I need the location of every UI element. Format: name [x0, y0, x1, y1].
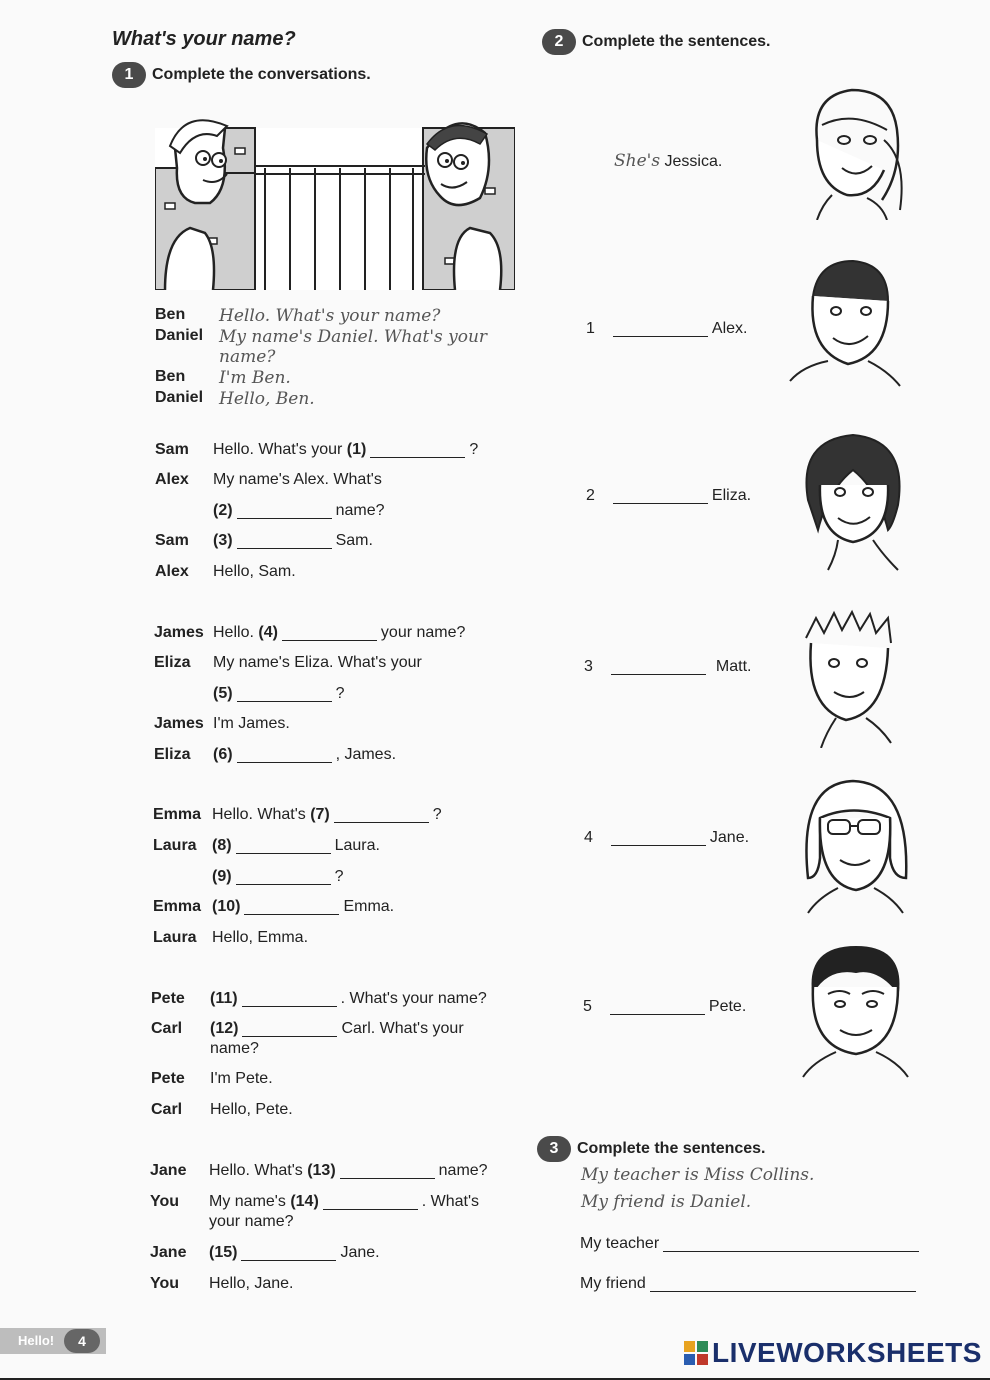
sentence-item-5 [583, 998, 746, 1016]
speaker: Pete [151, 1070, 185, 1087]
line-text: Hello. [213, 624, 254, 641]
exercise-number: 3 [537, 1136, 571, 1162]
line-text: , James. [335, 746, 397, 763]
boy-face-alex [788, 256, 908, 396]
example-sentence [614, 151, 722, 171]
item-name: Matt. [715, 658, 752, 675]
item-number: 2 [586, 487, 595, 504]
dialog-line [209, 1162, 488, 1180]
dialog-line: Hello, Sam. [213, 563, 296, 580]
example-italic: She's [614, 151, 661, 171]
example-line: Hello. What's your name? [219, 306, 441, 326]
dialog-line [213, 685, 344, 703]
answer-input-2[interactable] [237, 502, 332, 519]
dialog-line [210, 1020, 464, 1038]
speaker: Emma [153, 898, 202, 915]
answer-input-14[interactable] [323, 1193, 418, 1210]
line-text: Hello. What's your [213, 441, 343, 458]
page-number: 4 [64, 1329, 100, 1353]
liveworksheets-logo-icon [684, 1341, 708, 1365]
example-line: My name's Daniel. What's your [219, 327, 488, 347]
dialog-line [213, 624, 465, 642]
dialog-line [210, 990, 487, 1008]
dialog-line: I'm Pete. [210, 1070, 273, 1087]
dialog-line: My name's Alex. What's [213, 471, 382, 488]
blank-number: (5) [213, 685, 233, 702]
blank-number: (9) [212, 868, 232, 885]
boy-face-matt [796, 608, 906, 748]
sentence-input-4[interactable] [611, 829, 706, 846]
example-name: Jessica. [664, 153, 723, 170]
speaker: Laura [153, 929, 197, 946]
girl-face-eliza [798, 430, 908, 575]
item-name: Alex. [711, 320, 748, 337]
answer-input-12[interactable] [242, 1020, 337, 1037]
answer-input-3[interactable] [237, 532, 332, 549]
answer-input-15[interactable] [241, 1244, 336, 1261]
speaker: Eliza [154, 746, 191, 763]
blank-number: (13) [307, 1162, 336, 1179]
blank-number: (1) [346, 441, 367, 458]
exercise-1-header [112, 62, 371, 88]
item-name: Eliza. [711, 487, 752, 504]
dialog-line: Hello, Jane. [209, 1275, 294, 1292]
speaker: Jane [150, 1162, 187, 1179]
example-line: I'm Ben. [219, 368, 291, 388]
item-name: Pete. [708, 998, 747, 1015]
example-line: name? [219, 347, 276, 367]
page-title: What's your name? [112, 28, 296, 50]
dialog-line: My name's Eliza. What's your [213, 654, 422, 671]
friend-input[interactable] [650, 1275, 916, 1292]
line-text: Emma. [343, 898, 395, 915]
speaker: Sam [155, 441, 189, 458]
line-text: your name? [380, 624, 466, 641]
sentence-item-4 [584, 829, 749, 847]
answer-input-8[interactable] [236, 837, 331, 854]
item-number: 4 [584, 829, 593, 846]
exercise-heading: Complete the sentences. [577, 1140, 766, 1157]
line-text: name? [438, 1162, 488, 1179]
blank-number: (14) [290, 1193, 319, 1210]
speaker: Alex [155, 563, 189, 580]
dialog-line [213, 746, 396, 764]
sentence-input-5[interactable] [610, 998, 705, 1015]
exercise-3-header [537, 1136, 766, 1162]
line-text: ? [335, 685, 345, 702]
item-name: Jane. [709, 829, 750, 846]
speaker: Daniel [155, 327, 204, 344]
speaker: James [154, 624, 204, 641]
speaker: Carl [151, 1020, 183, 1037]
blank-number: (8) [212, 837, 232, 854]
blank-number: (3) [213, 532, 233, 549]
line-text: Sam. [335, 532, 373, 549]
dialog-line [209, 1193, 479, 1211]
line-text: Hello. What's [209, 1162, 303, 1179]
dialog-line [209, 1244, 380, 1262]
example-sentence: My friend is Daniel. [581, 1192, 752, 1212]
dialog-line: your name? [209, 1213, 294, 1230]
answer-input-6[interactable] [237, 746, 332, 763]
boy-face-pete [798, 942, 913, 1082]
brand-text: LIVEWORKSHEETS [712, 1337, 982, 1368]
answer-input-11[interactable] [242, 990, 337, 1007]
example-line: Hello, Ben. [219, 389, 315, 409]
line-text: Carl. What's your [341, 1020, 464, 1037]
exercise-2-header [542, 29, 771, 55]
blank-number: (12) [210, 1020, 239, 1037]
dialog-line [212, 837, 380, 855]
line-text: My name's [209, 1193, 286, 1210]
page-footer-tab [0, 1328, 106, 1354]
blank-number: (10) [212, 898, 241, 915]
sentence-item-2 [586, 487, 751, 505]
sentence-item-3 [584, 658, 751, 676]
speaker: Daniel [155, 389, 204, 406]
item-number: 1 [586, 320, 595, 337]
answer-input-1[interactable] [370, 441, 465, 458]
speaker: Alex [155, 471, 189, 488]
answer-input-13[interactable] [340, 1162, 435, 1179]
line-text: Laura. [334, 837, 380, 854]
dialog-line [212, 898, 394, 916]
exercise-heading: Complete the sentences. [582, 33, 771, 50]
line-text: ? [432, 806, 442, 823]
speaker: Emma [153, 806, 202, 823]
dialog-line: Hello, Emma. [212, 929, 309, 946]
two-boys-illustration [155, 108, 515, 290]
example-sentence: My teacher is Miss Collins. [581, 1165, 815, 1185]
sentence-input-1[interactable] [613, 320, 708, 337]
speaker: Ben [155, 368, 186, 385]
blank-number: (2) [213, 502, 233, 519]
sentence-item-1 [586, 320, 747, 338]
dialog-line [213, 441, 478, 459]
item-number: 5 [583, 998, 592, 1015]
teacher-sentence [580, 1235, 923, 1253]
speaker: Carl [151, 1101, 183, 1118]
answer-input-9[interactable] [236, 868, 331, 885]
dialog-line: Hello, Pete. [210, 1101, 293, 1118]
speaker: Sam [155, 532, 189, 549]
exercise-number: 2 [542, 29, 576, 55]
line-text: Jane. [340, 1244, 380, 1261]
dialog-line [213, 502, 384, 520]
speaker: Pete [151, 990, 185, 1007]
liveworksheets-brand [684, 1337, 982, 1369]
girl-face-jessica [792, 80, 912, 220]
answer-input-7[interactable] [334, 806, 429, 823]
speaker: Jane [150, 1244, 187, 1261]
girl-face-jane [798, 778, 913, 918]
teacher-input[interactable] [663, 1235, 919, 1252]
line-text: . What's your name? [340, 990, 487, 1007]
item-number: 3 [584, 658, 593, 675]
blank-number: (15) [209, 1244, 238, 1261]
blank-number: (4) [258, 624, 278, 641]
dialog-line: I'm James. [213, 715, 290, 732]
dialog-line [213, 532, 373, 550]
line-text: name? [335, 502, 385, 519]
speaker: James [154, 715, 204, 732]
prompt-text: My teacher [580, 1235, 660, 1252]
dialog-line [212, 868, 343, 886]
exercise-heading: Complete the conversations. [152, 66, 371, 83]
speaker: You [150, 1193, 180, 1210]
blank-number: (6) [213, 746, 233, 763]
speaker: You [150, 1275, 180, 1292]
speaker: Laura [153, 837, 197, 854]
blank-number: (7) [310, 806, 330, 823]
dialog-line [212, 806, 442, 824]
speaker: Ben [155, 306, 186, 323]
prompt-text: My friend [580, 1275, 646, 1292]
answer-input-5[interactable] [237, 685, 332, 702]
blank-number: (11) [210, 990, 238, 1007]
answer-input-10[interactable] [244, 898, 339, 915]
answer-input-4[interactable] [282, 624, 377, 641]
sentence-input-2[interactable] [613, 487, 708, 504]
book-title: Hello! [18, 1333, 55, 1348]
speaker: Eliza [154, 654, 191, 671]
line-text: Hello. What's [212, 806, 306, 823]
line-text: ? [334, 868, 344, 885]
sentence-input-3[interactable] [611, 658, 706, 675]
line-text: . What's [421, 1193, 480, 1210]
exercise-number: 1 [112, 62, 146, 88]
friend-sentence [580, 1275, 920, 1293]
line-text: ? [469, 441, 479, 458]
dialog-line: name? [210, 1040, 259, 1057]
